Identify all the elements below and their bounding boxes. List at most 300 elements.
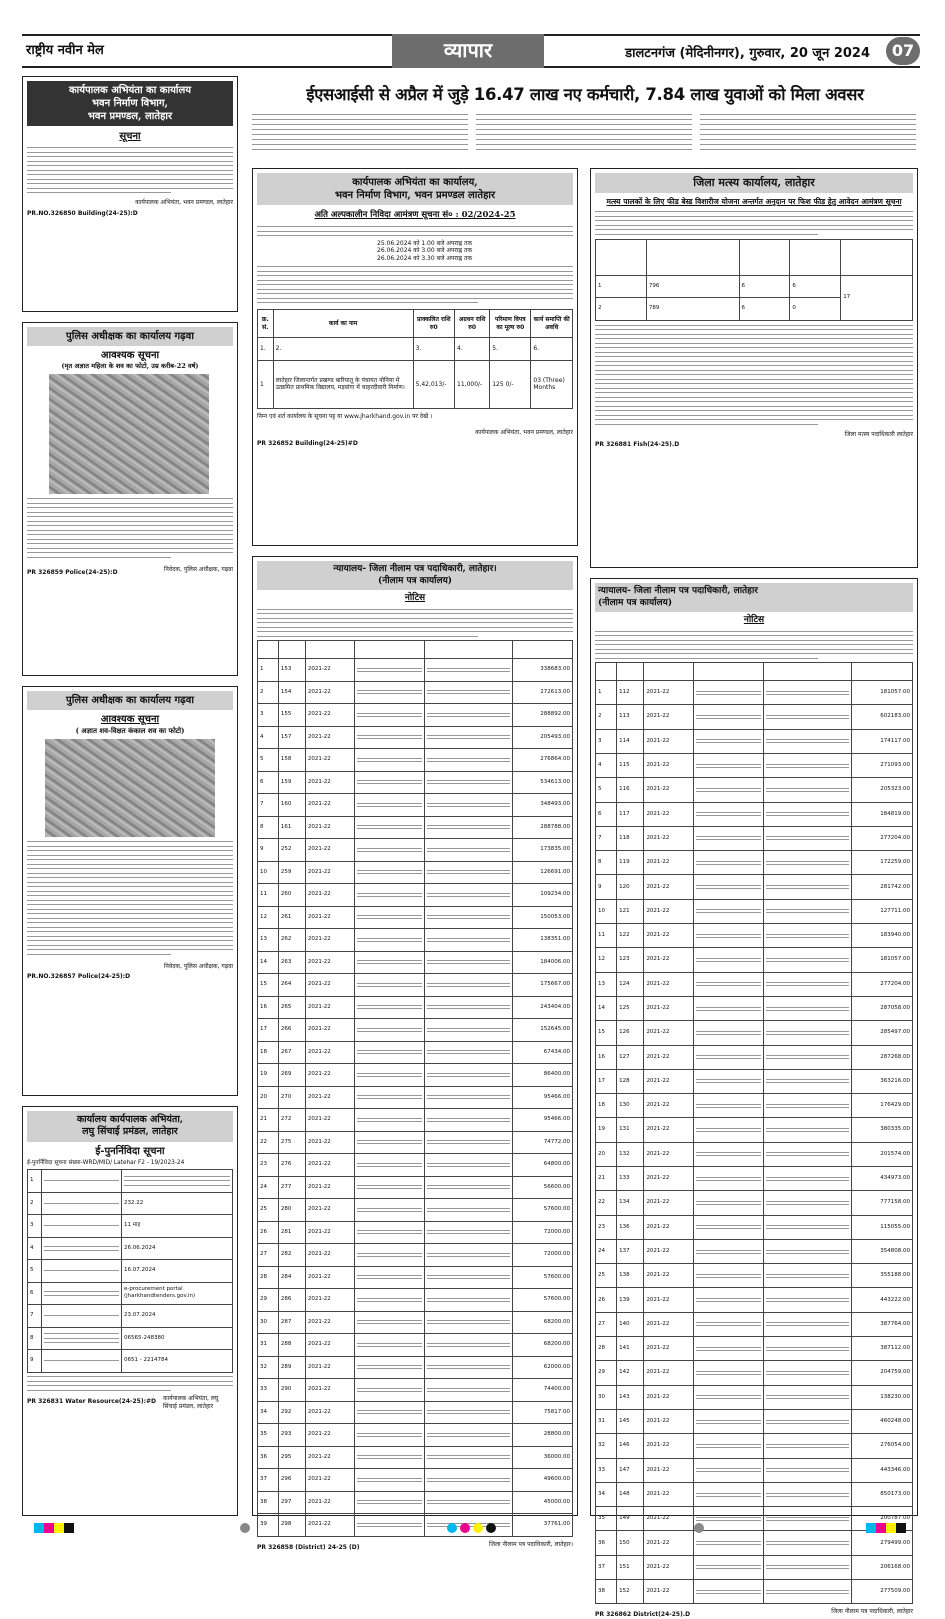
cell: 2021-22 (644, 1409, 693, 1433)
cell: 2021-22 (305, 1086, 354, 1109)
cell: 8 (258, 816, 279, 839)
cell: 5 (596, 778, 617, 802)
cell: 287268.00 (851, 1045, 912, 1069)
article-text (252, 110, 468, 162)
cell: 126 (617, 1021, 644, 1045)
cell: 37 (596, 1555, 617, 1579)
cell: 174117.00 (851, 729, 912, 753)
cell: 138230.00 (851, 1385, 912, 1409)
auction-table-1 (257, 640, 573, 1537)
cell: 2021-22 (305, 1266, 354, 1289)
cell: 338683.00 (512, 659, 572, 682)
table-row (258, 1131, 573, 1154)
cell: 286 (278, 1289, 305, 1312)
cell: 296 (278, 1469, 305, 1492)
cell: 2021-22 (644, 924, 693, 948)
table-row (596, 1531, 913, 1555)
table-row (596, 1215, 913, 1239)
table-row: 1 796 6 6 17 (596, 275, 913, 298)
cell: 2021-22 (305, 1154, 354, 1177)
cell: 201574.00 (851, 1142, 912, 1166)
cell: 271093.00 (851, 753, 912, 777)
registration-mark (473, 1523, 483, 1533)
cell: 25 (596, 1264, 617, 1288)
cell: 28 (258, 1266, 279, 1289)
cell: 49600.00 (512, 1469, 572, 1492)
cell: 2021-22 (644, 875, 693, 899)
cell: 2021-22 (644, 826, 693, 850)
cell: 262 (278, 929, 305, 952)
cell: 2021-22 (644, 899, 693, 923)
cell: 14 (596, 996, 617, 1020)
cell: 112 (617, 681, 644, 705)
cell: 10 (596, 899, 617, 923)
main-headline: ईएसआईसी से अप्रैल में जुड़े 16.47 लाख नए कर्मचारी, 7.84 लाख युवाओं को मिला अवसर (306, 85, 864, 104)
cell: 2021-22 (305, 704, 354, 727)
cell: 29 (596, 1361, 617, 1385)
cell: 2021-22 (644, 1094, 693, 1118)
table-row (258, 1086, 573, 1109)
cell: 37 (258, 1469, 279, 1492)
cell: 181057.00 (851, 948, 912, 972)
cell: 45000.00 (512, 1491, 572, 1514)
cell: 136 (617, 1215, 644, 1239)
registration-mark (240, 1523, 250, 1533)
table-row (258, 1176, 573, 1199)
registration-mark (460, 1523, 470, 1533)
cell: 2021-22 (644, 1507, 693, 1531)
cell: 119 (617, 851, 644, 875)
article-text (476, 110, 692, 162)
cell: 13 (258, 929, 279, 952)
table-row (596, 681, 913, 705)
auction-notice-ad-1: न्यायालय- जिला नीलाम पत्र पदाधिकारी, लातेहार। (नीलाम पत्र कार्यालय) नोटिस 1 153 2021-22 338683.00 2 154 2021-22 272613.00 3 155 2021-22 288892.00 4 157 2021-22 205493.00 5 158 2021-22 276864.00 6 159 2021-22 534613.00 7 160 2021-22 348493.00 8 161 2021-22 288788.00 9 252 2021-22 173835.00 10 259 2021-22 126691.00 11 260 2021-22 109234.00 12 261 2021-22 150053.00 13 262 2021-22 138351.00 14 263 2021-22 184006.00 15 264 2021-22 175667.00 16 265 2021-22 243404.00 17 266 2021-22 152645.00 18 267 2021-22 67434.00 19 269 2021-22 86400.00 20 270 2021-22 95466.00 21 272 2021-22 95466.00 22 275 2021-22 74772.00 23 276 2021-22 64800.00 24 277 2021-22 56600.00 25 280 2021-22 57600.00 26 281 2021-22 72000.00 27 282 2021-22 72000.00 28 284 2021-22 57600.00 29 286 2021-22 57600.00 30 287 2021-22 68200.00 31 288 2021-22 68200.00 32 289 2021-22 62000.00 33 290 2021-22 74400.00 34 292 2021-22 75817.00 35 293 2021-22 28800.00 36 295 2021-22 36000.00 37 296 2021-22 49600.00 38 297 2021-22 45000.00 39 298 2021-22 37761.00 PR 326858 (District) 24-25 (D) जिला नीलाम पत्र पदाधिकारी, लातेहार। (252, 556, 578, 1516)
cell: 2021-22 (305, 1244, 354, 1267)
cell: 290 (278, 1379, 305, 1402)
cell: 37761.00 (512, 1514, 572, 1537)
cell: 2021-22 (305, 1424, 354, 1447)
cell: 434973.00 (851, 1167, 912, 1191)
cell: 31 (596, 1409, 617, 1433)
registration-mark (694, 1523, 704, 1533)
table-row (258, 906, 573, 929)
table-row (596, 1312, 913, 1336)
cell: 36000.00 (512, 1446, 572, 1469)
cell: 138351.00 (512, 929, 572, 952)
table-row (258, 1334, 573, 1357)
cell: 2021-22 (305, 1019, 354, 1042)
cell: 5 (258, 749, 279, 772)
table-row (258, 1199, 573, 1222)
cell: 155 (278, 704, 305, 727)
cell: 2021-22 (644, 1531, 693, 1555)
cell: 288 (278, 1334, 305, 1357)
cell: 183940.00 (851, 924, 912, 948)
table-row (258, 1221, 573, 1244)
cell: 850173.00 (851, 1482, 912, 1506)
cell: 126691.00 (512, 861, 572, 884)
cell: 2021-22 (644, 1191, 693, 1215)
cell: 148 (617, 1482, 644, 1506)
cell: 298 (278, 1514, 305, 1537)
table-row (258, 951, 573, 974)
cell: 35 (596, 1507, 617, 1531)
cell: 39 (258, 1514, 279, 1537)
irrigation-tender-table: 1 2 232.22 3 11 माह 4 26.06.2024 5 16.07.2024 6 e-procurement portal (jharkhandtenders.gov.in) 7 23.07.2024 8 06565-248380 9 0651 - 2214784 (27, 1169, 233, 1373)
irrigation-tender-ad: कार्यालय कार्यपालक अभियंता, लघु सिंचाई प्रमंडल, लातेहार ई-पुनर्निविदा सूचना ई-पुनर्निविदा सूचना संख्या-WRD/MID/ Latehar F2 - 19/2023-24 1 2 232.22 3 11 माह 4 26.06.2024 5 16.07.2024 6 e-procurement portal (jharkhandtenders.gov.in) 7 23.07.2024 8 06565-248380 9 0651 - 2214784 PR 326831 Water Resource(24-25):#D कार्यपालक अभियंता, लघु सिंचाई प्रमंडल, लातेहार (22, 1106, 238, 1516)
cell: 36 (258, 1446, 279, 1469)
fish-table (595, 239, 913, 321)
cell: 132 (617, 1142, 644, 1166)
cell: 363216.00 (851, 1069, 912, 1093)
cell: 19 (596, 1118, 617, 1142)
cell: 2021-22 (644, 753, 693, 777)
cell: 2021-22 (305, 996, 354, 1019)
cell: 30 (258, 1311, 279, 1334)
cell: 115055.00 (851, 1215, 912, 1239)
cell: 38 (258, 1491, 279, 1514)
cell: 21 (596, 1167, 617, 1191)
cell: 113 (617, 705, 644, 729)
cell: 263 (278, 951, 305, 974)
cell: 205323.00 (851, 778, 912, 802)
cell: 12 (596, 948, 617, 972)
cell: 261 (278, 906, 305, 929)
cell: 277204.00 (851, 972, 912, 996)
registration-mark (54, 1523, 64, 1533)
masthead: राष्ट्रीय नवीन मेल (26, 43, 104, 58)
table-row (258, 1424, 573, 1447)
cell: 1 (258, 659, 279, 682)
cell: 289 (278, 1356, 305, 1379)
cell: 18 (596, 1094, 617, 1118)
cell: 7 (596, 826, 617, 850)
cell: 15 (596, 1021, 617, 1045)
col-header: अग्रधन राशि रु0 (455, 310, 490, 338)
cell: 282 (278, 1244, 305, 1267)
table-row (596, 1094, 913, 1118)
table-row (258, 771, 573, 794)
cell: 20 (258, 1086, 279, 1109)
cell: 2021-22 (644, 1337, 693, 1361)
cell: 777158.00 (851, 1191, 912, 1215)
cell: 2 (258, 681, 279, 704)
cell: 150053.00 (512, 906, 572, 929)
cell: 157 (278, 726, 305, 749)
cell: 109234.00 (512, 884, 572, 907)
cell: 28800.00 (512, 1424, 572, 1447)
cell: 24 (258, 1176, 279, 1199)
cell: 206168.00 (851, 1555, 912, 1579)
cell: 534613.00 (512, 771, 572, 794)
cell: 57600.00 (512, 1199, 572, 1222)
cell: 131 (617, 1118, 644, 1142)
cell: 354808.00 (851, 1239, 912, 1263)
cell: 460248.00 (851, 1409, 912, 1433)
cell: 23 (258, 1154, 279, 1177)
cell: 292 (278, 1401, 305, 1424)
table-row (596, 1288, 913, 1312)
table-row (596, 1507, 913, 1531)
cell: 127711.00 (851, 899, 912, 923)
cell: 11 (596, 924, 617, 948)
table-row (258, 1469, 573, 1492)
cell: 137 (617, 1239, 644, 1263)
cell: 72000.00 (512, 1244, 572, 1267)
table-row (258, 884, 573, 907)
cell: 16 (258, 996, 279, 1019)
cell: 280 (278, 1199, 305, 1222)
section-title: व्यापार (392, 34, 544, 68)
table-row (596, 948, 913, 972)
cell: 2021-22 (644, 681, 693, 705)
cell: 160 (278, 794, 305, 817)
cell: 276864.00 (512, 749, 572, 772)
cell: 28 (596, 1337, 617, 1361)
cell: 142 (617, 1361, 644, 1385)
table-row (258, 749, 573, 772)
table-row (258, 1244, 573, 1267)
cell: 443346.00 (851, 1458, 912, 1482)
cell: 2021-22 (305, 749, 354, 772)
cell: 2021-22 (644, 1312, 693, 1336)
table-header-row (596, 663, 913, 681)
cell: 13 (596, 972, 617, 996)
table-row (596, 778, 913, 802)
cell: 57600.00 (512, 1266, 572, 1289)
cell: 19 (258, 1064, 279, 1087)
cell: 2021-22 (305, 1379, 354, 1402)
cell: 95466.00 (512, 1109, 572, 1132)
table-row (596, 1361, 913, 1385)
table-row (596, 729, 913, 753)
cell: 2021-22 (305, 1221, 354, 1244)
col-header: क्र. सं. (258, 310, 274, 338)
cell: 2021-22 (644, 1142, 693, 1166)
cell: 133 (617, 1167, 644, 1191)
cell: 74400.00 (512, 1379, 572, 1402)
cell: 159 (278, 771, 305, 794)
cell: 2021-22 (644, 1361, 693, 1385)
cell: 2021-22 (305, 1311, 354, 1334)
cell: 293 (278, 1424, 305, 1447)
cell: 17 (596, 1069, 617, 1093)
table-row (258, 726, 573, 749)
cell: 205493.00 (512, 726, 572, 749)
cell: 27 (596, 1312, 617, 1336)
cell: 288892.00 (512, 704, 572, 727)
cell: 277204.00 (851, 826, 912, 850)
page-header (22, 34, 920, 68)
cell: 355188.00 (851, 1264, 912, 1288)
cell: 75817.00 (512, 1401, 572, 1424)
cell: 2021-22 (305, 906, 354, 929)
table-row (596, 1191, 913, 1215)
cell: 297 (278, 1491, 305, 1514)
building-tender-ad: कार्यपालक अभियंता का कार्यालय, भवन निर्माण विभाग, भवन प्रमण्डल लातेहार अति अल्पकालीन निविदा आमंत्रण सूचना सं० : 02/2024-25 25.06.2024 को 1.00 बजे अपराह्न तक 26.06.2024 को 3.00 बजे अपराह्न तक 26.06.2024 को 3.30 बजे अपराह्न तक क्र. सं. कार्य का नाम प्राक्कलित राशि रु0 अग्रधन राशि रु0 परिमाण विपत्र का मूल्य रु0 कार्य समाप्ति की अवधि 1. 2. 3. 4. 5. 6. 1 लातेहार जिलान्तर्गत प्रखण्ड बारियातू के पंचायत नोनिया में उत्क्रमित प्राथमिक विद्यालय, मड़वांगा में चाहरदीवारी निर्माण। 5,42,013/- 11,000/- 125 0/- 03 (Three) Months निम्न एवं शर्त कार्यालय के सूचना पट्ट या www.jharkhand.gov.in पर देखें । कार्यपालक अभियंता, भवन प्रमण्डल, लातेहार PR 326852 Building(24-25)#D (252, 168, 578, 546)
cell: 72000.00 (512, 1221, 572, 1244)
cell: 26 (258, 1221, 279, 1244)
cell: 125 (617, 996, 644, 1020)
cell: 152 (617, 1580, 644, 1604)
cell: 143 (617, 1385, 644, 1409)
cell: 2021-22 (305, 1109, 354, 1132)
cell: 2021-22 (305, 1446, 354, 1469)
cell: 260 (278, 884, 305, 907)
cell: 2021-22 (644, 1385, 693, 1409)
cell: 387764.00 (851, 1312, 912, 1336)
table-row (258, 816, 573, 839)
table-row (596, 705, 913, 729)
cell: 204759.00 (851, 1361, 912, 1385)
registration-mark (876, 1523, 886, 1533)
cell: 2021-22 (305, 794, 354, 817)
cell: 281 (278, 1221, 305, 1244)
cell: 34 (596, 1482, 617, 1506)
cell: 2021-22 (305, 1176, 354, 1199)
cell: 150 (617, 1531, 644, 1555)
cell: 443222.00 (851, 1288, 912, 1312)
cell: 27 (258, 1244, 279, 1267)
table-row (258, 704, 573, 727)
skeleton-photo (45, 739, 215, 837)
cell: 115 (617, 753, 644, 777)
cell: 2021-22 (644, 1045, 693, 1069)
cell: 2021-22 (644, 729, 693, 753)
cell: 3 (258, 704, 279, 727)
col-header: कार्य समाप्ति की अवधि (531, 310, 573, 338)
cell: 2021-22 (644, 1215, 693, 1239)
cell: 2021-22 (305, 839, 354, 862)
cell: 2021-22 (305, 1356, 354, 1379)
cell: 181057.00 (851, 681, 912, 705)
cell: 172259.00 (851, 851, 912, 875)
cell: 153 (278, 659, 305, 682)
cell: 74772.00 (512, 1131, 572, 1154)
cell: 277 (278, 1176, 305, 1199)
cell: 34 (258, 1401, 279, 1424)
cell: 26 (596, 1288, 617, 1312)
table-row (258, 1379, 573, 1402)
table-row (596, 851, 913, 875)
cell: 173835.00 (512, 839, 572, 862)
cell: 6 (258, 771, 279, 794)
table-row (258, 1311, 573, 1334)
table-row: 1 लातेहार जिलान्तर्गत प्रखण्ड बारियातू के पंचायत नोनिया में उत्क्रमित प्राथमिक विद्यालय, मड़वांगा में चाहरदीवारी निर्माण। 5,42,013/- 11,000/- 125 0/- 03 (Three) Months (258, 360, 573, 408)
cell: 1 (596, 681, 617, 705)
cell: 2021-22 (305, 681, 354, 704)
table-row (258, 1064, 573, 1087)
table-row (596, 753, 913, 777)
cell: 68200.00 (512, 1311, 572, 1334)
table-row (596, 1482, 913, 1506)
registration-mark (866, 1523, 876, 1533)
cell: 176429.00 (851, 1094, 912, 1118)
table-row (596, 1264, 913, 1288)
cell: 9 (596, 875, 617, 899)
cell: 15 (258, 974, 279, 997)
cell: 2021-22 (305, 1514, 354, 1537)
cell: 14 (258, 951, 279, 974)
cell: 32 (258, 1356, 279, 1379)
table-row (258, 1154, 573, 1177)
cell: 57600.00 (512, 1289, 572, 1312)
cell: 4 (258, 726, 279, 749)
cell: 128 (617, 1069, 644, 1093)
table-row (596, 1458, 913, 1482)
cell: 120 (617, 875, 644, 899)
cell: 139 (617, 1288, 644, 1312)
cell: 281742.00 (851, 875, 912, 899)
cell: 2021-22 (305, 1334, 354, 1357)
cell: 2021-22 (305, 1289, 354, 1312)
cell: 2021-22 (644, 1580, 693, 1604)
col-header: कार्य का नाम (273, 310, 413, 338)
registration-mark (64, 1523, 74, 1533)
table-row (258, 1266, 573, 1289)
cell: 24 (596, 1239, 617, 1263)
cell: 2021-22 (305, 974, 354, 997)
cell: 2021-22 (644, 996, 693, 1020)
table-row (258, 1401, 573, 1424)
cell: 2021-22 (644, 802, 693, 826)
cell: 30 (596, 1385, 617, 1409)
cell: 2021-22 (644, 1167, 693, 1191)
table-row (258, 974, 573, 997)
police-notice-ad-2: पुलिस अधीक्षक का कार्यालय गढ़वा आवश्यक सूचना ( अज्ञात शव-विक्षत कंकाल शव का फोटो) निवेदक, पुलिस अधीक्षक, गढ़वा PR.NO.326857 Police(24-25):D (22, 686, 238, 1096)
cell: 2021-22 (305, 1491, 354, 1514)
cell: 2021-22 (305, 884, 354, 907)
cell: 287058.00 (851, 996, 912, 1020)
cell: 20 (596, 1142, 617, 1166)
cell: 175667.00 (512, 974, 572, 997)
cell: 151 (617, 1555, 644, 1579)
cell: 2021-22 (644, 1118, 693, 1142)
cell: 184006.00 (512, 951, 572, 974)
cell: 17 (258, 1019, 279, 1042)
cell: 380335.00 (851, 1118, 912, 1142)
cell: 2021-22 (305, 1199, 354, 1222)
cell: 269 (278, 1064, 305, 1087)
table-row (596, 1021, 913, 1045)
cell: 2021-22 (305, 1041, 354, 1064)
cell: 2021-22 (644, 1458, 693, 1482)
cell: 265 (278, 996, 305, 1019)
table-row (258, 929, 573, 952)
table-row (596, 1409, 913, 1433)
table-row (596, 1580, 913, 1604)
cell: 2021-22 (305, 1064, 354, 1087)
body-text (27, 147, 233, 193)
cell: 2 (596, 705, 617, 729)
cell: 12 (258, 906, 279, 929)
cell: 4 (596, 753, 617, 777)
cell: 22 (596, 1191, 617, 1215)
cell: 275 (278, 1131, 305, 1154)
cell: 602183.00 (851, 705, 912, 729)
cell: 154 (278, 681, 305, 704)
cell: 95466.00 (512, 1086, 572, 1109)
registration-mark (486, 1523, 496, 1533)
cell: 31 (258, 1334, 279, 1357)
table-row (258, 1356, 573, 1379)
table-row (596, 1167, 913, 1191)
registration-mark (447, 1523, 457, 1533)
table-row (596, 1385, 913, 1409)
table-row (596, 802, 913, 826)
cell: 2021-22 (644, 1264, 693, 1288)
cell: 2021-22 (305, 1131, 354, 1154)
